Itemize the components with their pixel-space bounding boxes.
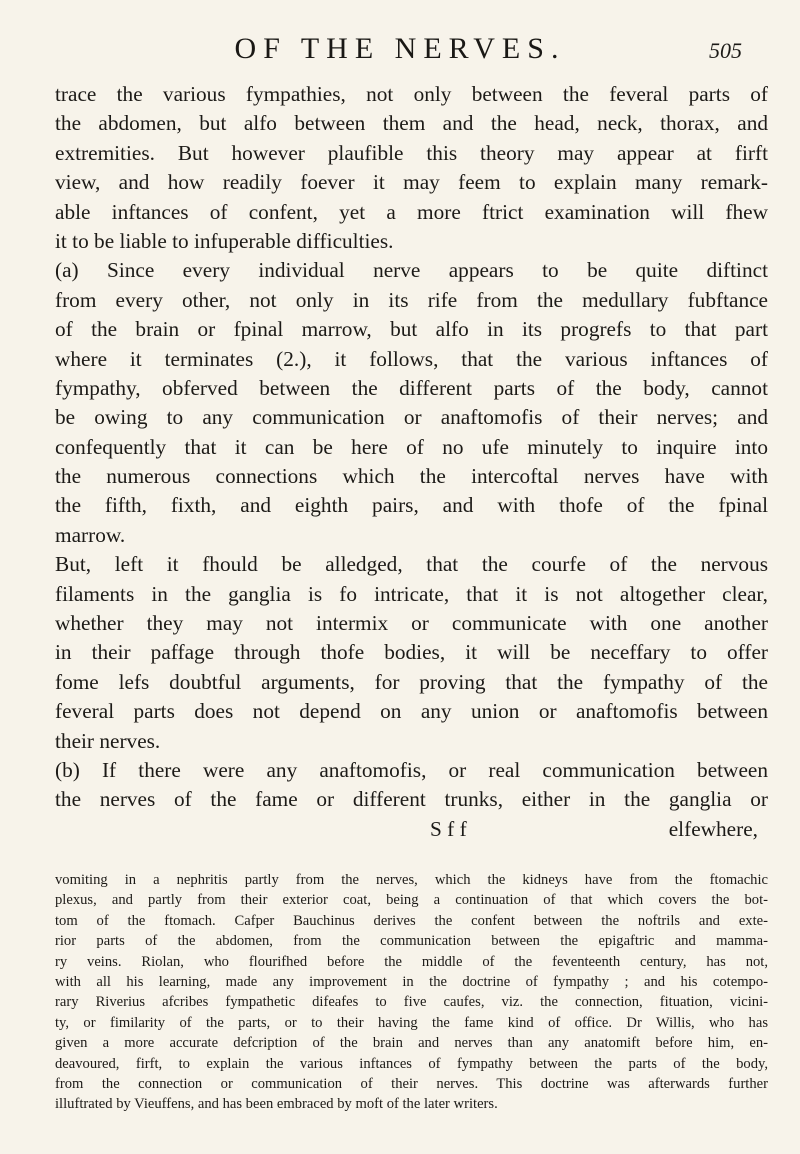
footnote-line: vomiting in a nephritis partly from the nerves, which the kidneys have from the ftomachic — [55, 872, 768, 888]
text-line: the abdomen, but alfo between them and the head, neck, thorax, and — [55, 111, 768, 136]
catchword: elfewhere, — [668, 816, 758, 841]
text-line: be owing to any communication or anaftomofis of their nerves; and — [55, 405, 768, 430]
text-line: feveral parts does not depend on any union or anaftomofis between — [55, 699, 768, 724]
footnote-line: illuftrated by Vieuffens, and has been embraced by moft of the later writers. — [55, 1096, 498, 1113]
paragraph-b-start: (b) If there were any anaftomofis, or real communication between — [55, 757, 768, 782]
paragraph-a-start: (a) Since every individual nerve appears to be quite diftinct — [55, 258, 768, 283]
text-line: where it terminates (2.), it follows, that the various inftances of — [55, 346, 768, 371]
text-line: fome lefs doubtful arguments, for proving that the fympathy of the — [55, 669, 768, 694]
text-line: filaments in the ganglia is fo intricate, that it is not altogether clear, — [55, 581, 768, 606]
text-line: the nerves of the fame or different trunks, either in the ganglia or — [55, 787, 768, 812]
text-line: marrow. — [55, 522, 126, 547]
footnote-line: with all his learning, made any improvement in the doctrine of fympathy ; and his cotempo- — [55, 973, 768, 990]
paragraph-but-start: But, left it fhould be alledged, that the courfe of the nervous — [55, 552, 768, 577]
text-line: their nerves. — [55, 728, 161, 753]
footnote-line: from the connection or communication of their nerves. This doctrine was afterwards further — [55, 1075, 768, 1092]
footnote-line: deavoured, firft, to explain the various inftances of fympathy between the parts of the body, — [55, 1055, 768, 1072]
text-line: view, and how readily foever it may feem to explain many remark- — [55, 170, 768, 195]
text-line: the numerous connections which the intercoftal nerves have with — [55, 464, 768, 489]
text-line: of the brain or fpinal marrow, but alfo in its progrefs to that part — [55, 317, 768, 342]
footnote-line: given a more accurate defcription of the brain and nerves than any anatomift before him, en- — [55, 1035, 768, 1052]
footnote-line: rary Riverius afcribes fympathetic difeafes to five caufes, viz. the connection, fituation, vicini- — [55, 994, 768, 1011]
page-header — [0, 32, 800, 72]
text-line: confequently that it can be here of no ufe minutely to inquire into — [55, 434, 768, 459]
text-line: in their paffage through thofe bodies, it will be neceffary to offer — [55, 640, 768, 665]
running-head: OF THE NERVES. — [234, 32, 566, 65]
text-line: fympathy, obferved between the different parts of the body, cannot — [55, 375, 768, 400]
footnote-line: tom of the ftomach. Cafper Bauchinus derives the confent between the noftrils and exte- — [55, 912, 768, 929]
footnote-line: ry veins. Riolan, who flourifhed before the middle of the feventeenth century, has not, — [55, 953, 768, 970]
text-line: extremities. But however plaufible this theory may appear at firft — [55, 140, 768, 165]
text-line: the fifth, fixth, and eighth pairs, and with thofe of the fpinal — [55, 493, 768, 518]
footnote — [55, 870, 768, 1115]
signature-mark: S f f — [430, 816, 467, 841]
footnote-line: ty, or fimilarity of the parts, or to their having the fame kind of office. Dr Willis, who has — [55, 1014, 768, 1031]
signature-line — [55, 815, 768, 844]
text-line: whether they may not intermix or communicate with one another — [55, 611, 768, 636]
text-line: able inftances of confent, yet a more ftrict examination will fhew — [55, 199, 768, 224]
page-number: 505 — [709, 38, 742, 63]
footnote-line: rior parts of the abdomen, from the communication between the epigaftric and mamma- — [55, 933, 768, 950]
text-line: it to be liable to infuperable difficulties. — [55, 228, 394, 253]
main-text — [55, 80, 768, 844]
text-line: from every other, not only in its rife from the medullary fubftance — [55, 287, 768, 312]
footnote-line: plexus, and partly from their exterior coat, being a continuation of that which covers the bot- — [55, 892, 768, 909]
text-line: trace the various fympathies, not only between the feveral parts of — [55, 82, 768, 106]
